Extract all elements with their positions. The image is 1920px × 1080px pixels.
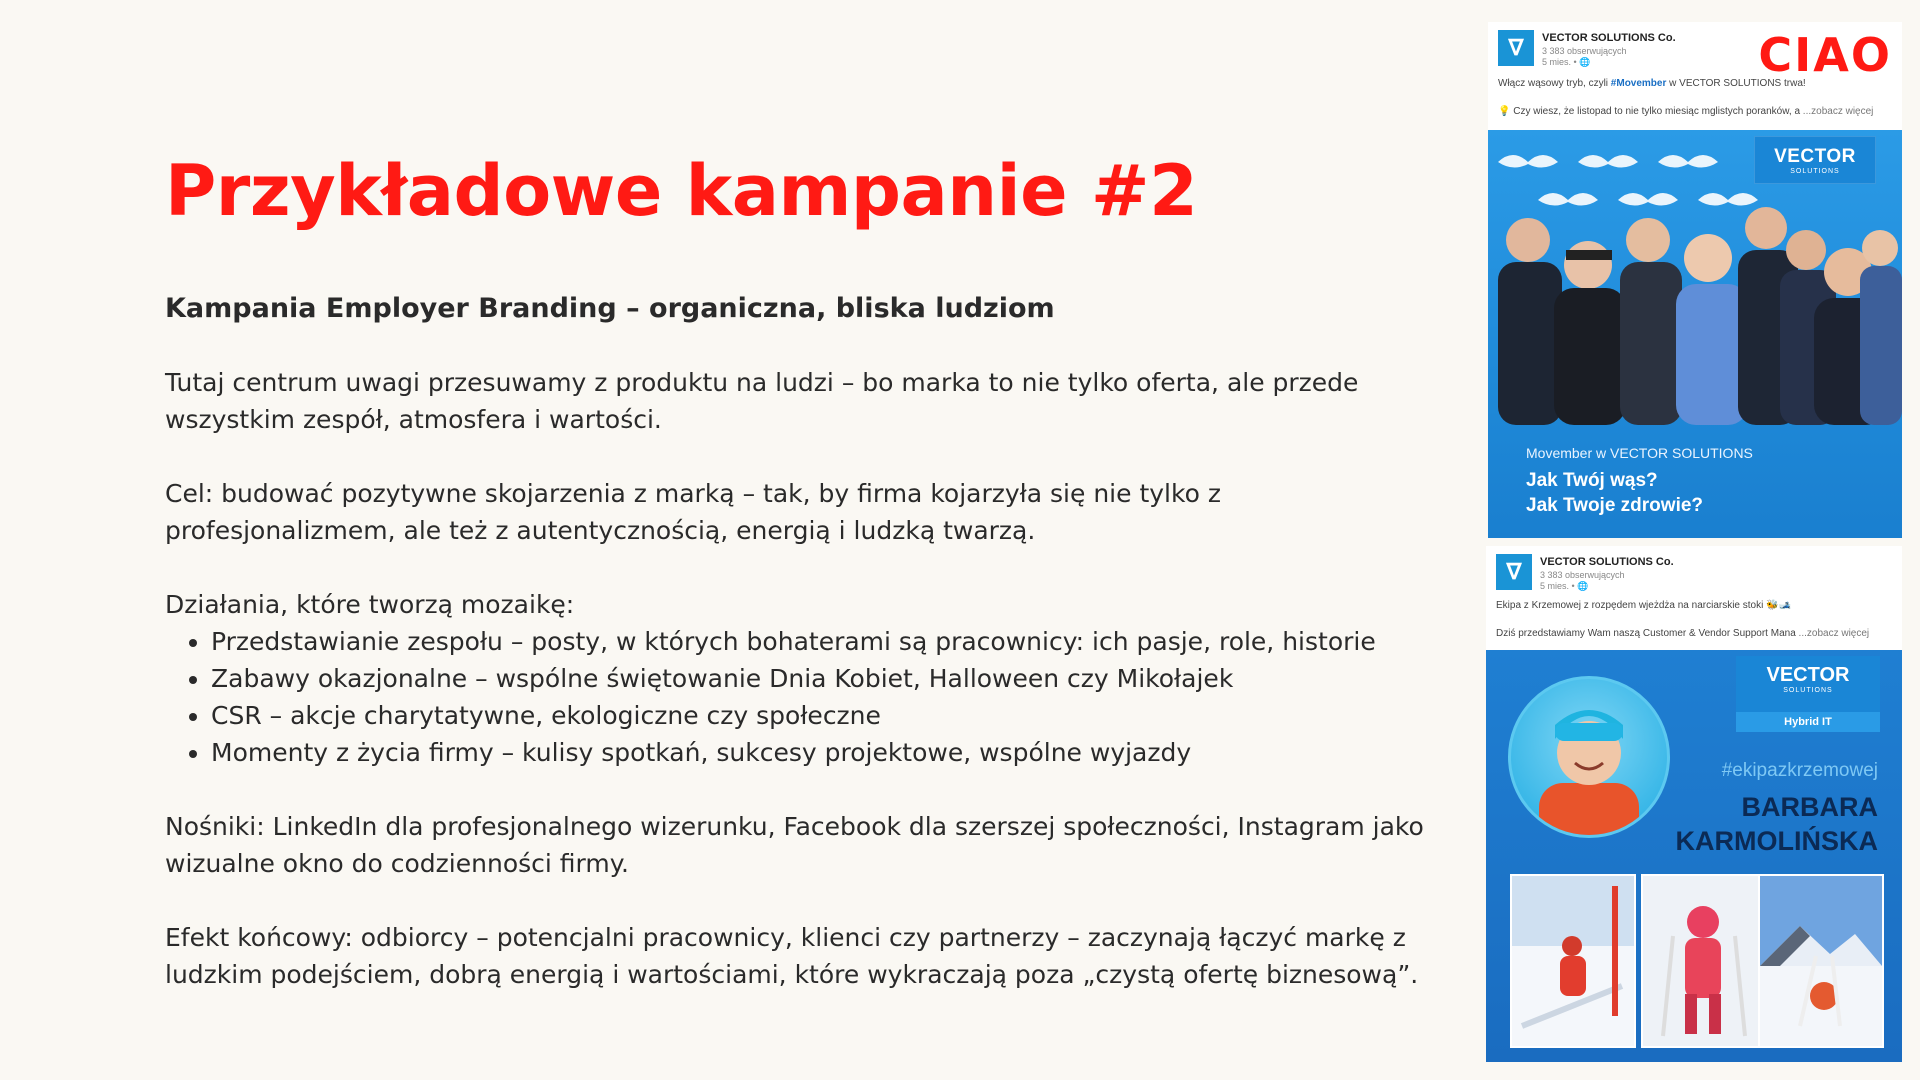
- post-text-line: 💡 Czy wiesz, że listopad to nie tylko miesiąc mglistych poranków, a ...zobacz więcej: [1498, 106, 1874, 117]
- vector-brand-logo: VECTOR SOLUTIONS: [1754, 136, 1876, 184]
- team-photo-icon: [1488, 170, 1902, 425]
- company-name[interactable]: VECTOR SOLUTIONS Co.: [1542, 32, 1676, 44]
- ski-photo-thumbnail: [1641, 874, 1767, 1048]
- actions-heading: Działania, które tworzą mozaikę:: [165, 590, 575, 619]
- see-more-link[interactable]: ...zobacz więcej: [1798, 628, 1870, 639]
- effect-paragraph: Efekt końcowy: odbiorcy – potencjalni pracownicy, klienci czy partnerzy – zaczynają łączyć markę z ludzkim podejściem, dobrą energią i wartościami, które wykraczają poza „czystą ofertę biznesową”.: [165, 923, 1419, 989]
- followers-count: 3 383 obserwujących: [1542, 46, 1627, 56]
- vector-brand-logo: VECTOR SOLUTIONS Hybrid IT: [1736, 656, 1880, 732]
- list-item: • CSR – akcje charytatywne, ekologiczne czy społeczne: [211, 697, 1455, 734]
- post-meta: [1542, 46, 1627, 68]
- banner-subtitle: Movember w VECTOR SOLUTIONS: [1526, 445, 1753, 461]
- company-logo-icon[interactable]: ∇: [1496, 554, 1532, 590]
- skier-photo-icon: [1512, 876, 1634, 1046]
- hybrid-it-tag: Hybrid IT: [1736, 712, 1880, 732]
- person-portrait-icon: [1511, 679, 1667, 835]
- goal-paragraph: Cel: budować pozytywne skojarzenia z marką – tak, by firma kojarzyła się nie tylko z profesjonalizmem, ale też z autentycznością, energią i ludzką twarzą.: [165, 479, 1221, 545]
- post-time: 5 mies. • 🌐: [1542, 57, 1591, 67]
- employee-avatar: [1508, 676, 1670, 838]
- list-item: • Zabawy okazjonalne – wspólne świętowanie Dnia Kobiet, Halloween czy Mikołajek: [211, 660, 1455, 697]
- employee-banner-image[interactable]: [1486, 650, 1902, 1062]
- post-header: [1486, 546, 1902, 650]
- employee-last-name: KARMOLIŃSKA: [1675, 826, 1878, 856]
- slide-content: [165, 290, 1455, 1030]
- mountain-photo-icon: [1760, 876, 1882, 1046]
- post-meta: [1540, 570, 1625, 592]
- linkedin-post-movember: [1488, 22, 1902, 538]
- post-text-line: Dziś przedstawiamy Wam naszą Customer & Vendor Support Mana ...zobacz więcej: [1496, 628, 1870, 639]
- followers-count: 3 383 obserwujących: [1540, 570, 1625, 580]
- slide-title: Przykładowe kampanie #2: [165, 150, 1198, 232]
- company-name[interactable]: VECTOR SOLUTIONS Co.: [1540, 556, 1674, 568]
- post-text-line: Włącz wąsowy tryb, czyli #Movember w VECTOR SOLUTIONS trwa!: [1498, 78, 1806, 89]
- post-header: [1488, 22, 1902, 130]
- movember-banner-image[interactable]: [1488, 130, 1902, 538]
- intro-paragraph: Tutaj centrum uwagi przesuwamy z produktu na ludzi – bo marka to nie tylko oferta, ale przede wszystkim zespół, atmosfera i wartości.: [165, 368, 1359, 434]
- post-text-line: Ekipa z Krzemowej z rozpędem wjeżdża na narciarskie stoki 🐝🎿: [1496, 600, 1792, 611]
- actions-list: [165, 623, 1455, 771]
- ciao-sticker: CIAO: [1758, 28, 1892, 82]
- banner-headline: Jak Twój wąs?: [1526, 470, 1658, 491]
- company-logo-icon[interactable]: ∇: [1498, 30, 1534, 66]
- movember-hashtag-link[interactable]: #Movember: [1610, 78, 1667, 89]
- ski-photo-thumbnail: [1758, 874, 1884, 1048]
- banner-headline: Jak Twoje zdrowie?: [1526, 495, 1704, 516]
- child-skier-photo-icon: [1643, 876, 1765, 1046]
- post-time: 5 mies. • 🌐: [1540, 581, 1589, 591]
- list-item: • Momenty z życia firmy – kulisy spotkań, sukcesy projektowe, wspólne wyjazdy: [211, 734, 1455, 771]
- linkedin-post-ekipa: [1486, 546, 1902, 1062]
- banner-hashtag: #ekipazkrzemowej: [1721, 760, 1878, 781]
- slide-subtitle: Kampania Employer Branding – organiczna, bliska ludziom: [165, 293, 1055, 324]
- channels-paragraph: Nośniki: LinkedIn dla profesjonalnego wizerunku, Facebook dla szerszej społeczności, Instagram jako wizualne okno do codzienności firmy.: [165, 812, 1424, 878]
- list-item: • Przedstawianie zespołu – posty, w których bohaterami są pracownicy: ich pasje, role, historie: [211, 623, 1455, 660]
- ski-photo-thumbnail: [1510, 874, 1636, 1048]
- employee-first-name: BARBARA: [1741, 792, 1878, 822]
- see-more-link[interactable]: ...zobacz więcej: [1802, 106, 1874, 117]
